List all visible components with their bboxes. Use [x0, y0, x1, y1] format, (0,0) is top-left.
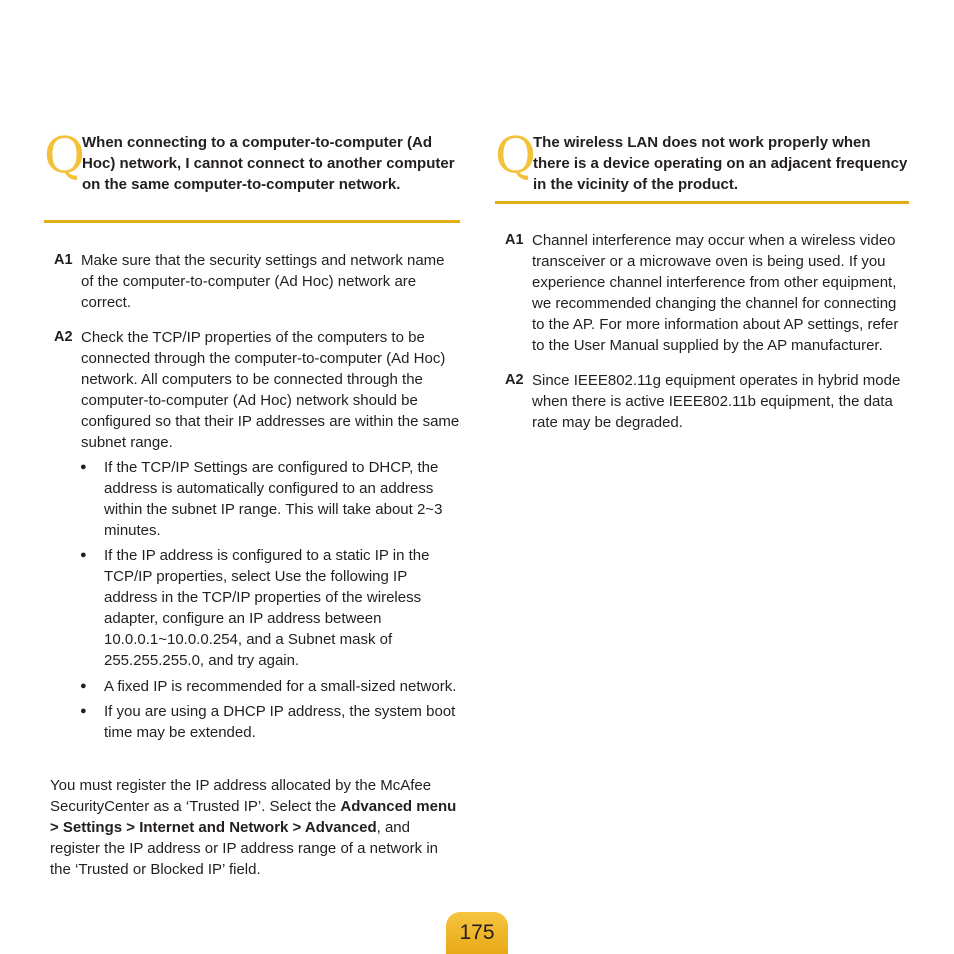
page-number: 175 [459, 921, 495, 944]
question-block-left [44, 126, 460, 223]
list-item [80, 701, 460, 743]
answer-text: Make sure that the security settings and network name of the computer-to-computer (Ad Hoc) network are correct. [81, 252, 445, 311]
q-icon: Q [495, 126, 536, 184]
answer-label: A2 [54, 329, 73, 345]
question-block-right [495, 126, 909, 204]
page-number-tab [446, 912, 508, 954]
note-text: , and register the IP address or IP address range of a network in the ‘Trusted or Blocked IP’ field. [50, 819, 438, 878]
left-column [44, 126, 460, 743]
list-item-text: A fixed IP is recommended for a small-sized network. [104, 678, 457, 695]
list-item-text: If the TCP/IP Settings are configured to DHCP, the address is automatically configured to an address within the subnet IP range. This will take about 2~3 minutes. [104, 459, 443, 539]
answer-label: A2 [505, 372, 524, 388]
answer-label: A1 [54, 252, 73, 268]
bullet-icon: ● [80, 680, 87, 692]
right-column [495, 126, 909, 433]
list-item-text: If you are using a DHCP IP address, the system boot time may be extended. [104, 703, 456, 741]
answer-a2 [44, 327, 460, 453]
note-text: You must register the IP address allocated by the McAfee SecurityCenter as a ‘Trusted IP’. Select the [50, 777, 432, 815]
answer-text: Check the TCP/IP properties of the computers to be connected through the computer-to-computer (Ad Hoc) network. All computers to be connected through the computer-to-computer (Ad Hoc) network should be configured so that their IP addresses are within the same subnet range. [81, 329, 460, 451]
q-icon: Q [44, 126, 85, 184]
question-text: The wireless LAN does not work properly when there is a device operating on an adjacent frequency in the vicinity of the product. [533, 134, 908, 193]
bullet-icon: ● [80, 705, 87, 717]
list-item [80, 457, 460, 541]
list-item [80, 676, 460, 697]
answer-a1 [44, 250, 460, 313]
bullet-icon: ● [80, 461, 87, 473]
note-paragraph [50, 775, 460, 880]
answer-a1 [495, 230, 909, 356]
question-text: When connecting to a computer-to-computer (Ad Hoc) network, I cannot connect to another computer on the same computer-to-computer network. [82, 134, 455, 193]
list-item [80, 545, 460, 671]
bullet-icon: ● [80, 549, 87, 561]
list-item-text: If the IP address is configured to a static IP in the TCP/IP properties, select Use the following IP address in the TCP/IP properties of the wireless adapter, configure an IP address between 10.0.0.1~10.0.0.254, and a Subnet mask of 255.255.255.0, and try again. [104, 547, 430, 669]
answer-label: A1 [505, 232, 524, 248]
answer-text: Channel interference may occur when a wireless video transceiver or a microwave oven is being used. If you experience channel interference from other equipment, we recommended changing the channel for connecting to the AP. For more information about AP settings, refer to the User Manual supplied by the AP manufacturer. [532, 232, 899, 354]
answer-a2 [495, 370, 909, 433]
answer-text: Since IEEE802.11g equipment operates in hybrid mode when there is active IEEE802.11b equipment, the data rate may be degraded. [532, 372, 901, 431]
note-menu-path: Advanced menu > Settings > Internet and Network > Advanced [50, 798, 457, 836]
